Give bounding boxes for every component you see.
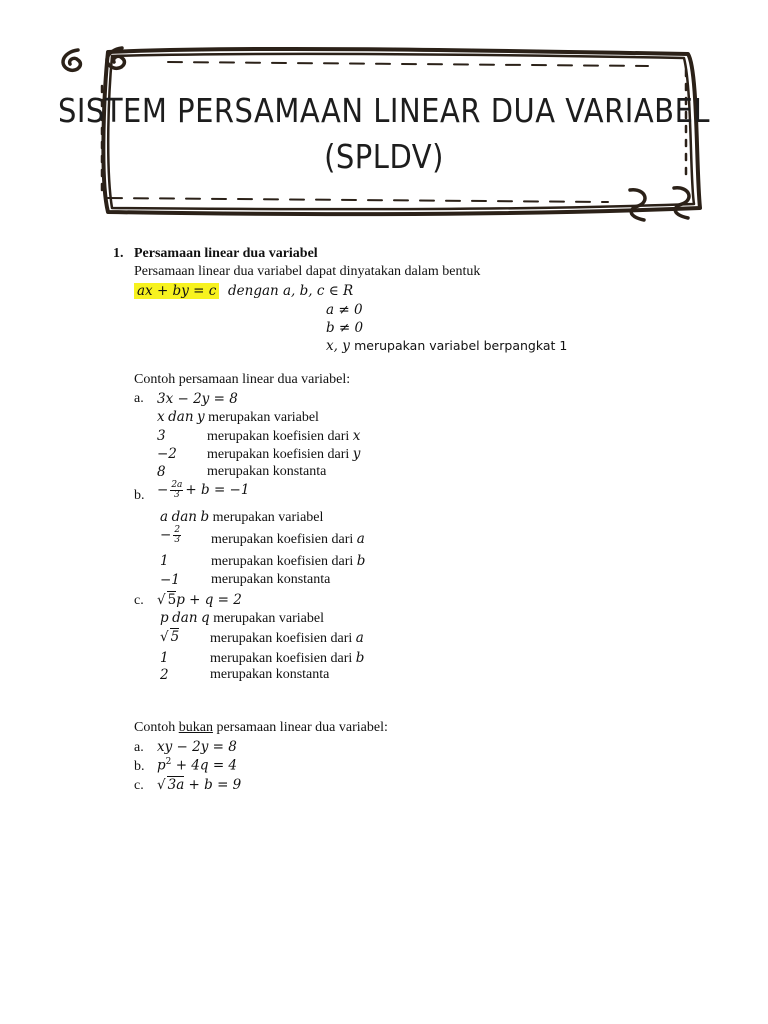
example-b-desc-1: merupakan koefisien dari a <box>211 531 365 547</box>
section-intro: Persamaan linear dua variabel dapat dinyatakan dalam bentuk <box>134 264 481 279</box>
section-number: 1. <box>113 246 124 261</box>
examples-heading: Contoh persamaan linear dua variabel: <box>134 372 351 387</box>
page-title-line2: (SPLDV) <box>324 137 444 177</box>
non-example-c-equation: √ 3a + b = 9 <box>157 777 242 793</box>
general-form: ax + by = c <box>134 283 219 299</box>
open-quote-icon <box>63 48 124 70</box>
example-c-vars: p dan q merupakan variabel <box>160 610 324 626</box>
non-example-a-equation: xy − 2y = 8 <box>157 739 237 755</box>
example-a-term-1: 3 <box>157 428 166 444</box>
page-title-line1: SISTEM PERSAMAAN LINEAR DUA VARIABEL <box>57 91 711 131</box>
example-b-desc-3: merupakan konstanta <box>211 572 331 587</box>
example-c-term-2: 1 <box>160 650 169 666</box>
condition-a: a ≠ 0 <box>326 302 363 318</box>
non-examples-heading: Contoh bukan persamaan linear dua variabel: <box>134 720 388 735</box>
example-c-term-3: 2 <box>160 667 169 683</box>
example-a-label: a. <box>134 391 144 406</box>
non-example-c-label: c. <box>134 778 144 793</box>
example-b-term-2: 1 <box>160 553 169 569</box>
example-b-desc-2: merupakan koefisien dari b <box>211 553 366 569</box>
example-a-desc-1: merupakan koefisien dari x <box>207 428 361 444</box>
example-c-equation: √ 5p + q = 2 <box>157 592 242 608</box>
example-b-vars: a dan b merupakan variabel <box>160 509 324 525</box>
condition-xy: x, y merupakan variabel berpangkat 1 <box>326 338 568 354</box>
example-a-desc-3: merupakan konstanta <box>207 464 327 479</box>
example-c-desc-3: merupakan konstanta <box>210 667 330 682</box>
example-b-label: b. <box>134 488 145 503</box>
example-a-term-2: −2 <box>157 446 177 462</box>
example-b-term-3: −1 <box>160 572 180 588</box>
example-b-term-1: − $\frac{2}{3}$ <box>160 525 181 545</box>
non-example-b-label: b. <box>134 759 145 774</box>
non-example-b-equation: $p^2 + 4q = 4$ <box>157 757 238 774</box>
section-heading: Persamaan linear dua variabel <box>134 246 318 261</box>
example-a-desc-2: merupakan koefisien dari y <box>207 446 361 462</box>
example-b-equation: − $\frac{2a}{3}$ + b = −1 <box>157 480 250 500</box>
example-a-vars: x dan y merupakan variabel <box>157 409 319 425</box>
example-a-equation: 3x − 2y = 8 <box>157 391 238 407</box>
form-condition: dengan a, b, c ∈ R <box>228 283 354 299</box>
non-example-a-label: a. <box>134 740 144 755</box>
example-c-label: c. <box>134 593 144 608</box>
condition-b: b ≠ 0 <box>326 320 364 336</box>
example-c-desc-1: merupakan koefisien dari a <box>210 630 364 646</box>
example-c-desc-2: merupakan koefisien dari b <box>210 650 365 666</box>
example-a-term-3: 8 <box>157 464 166 480</box>
example-c-term-1: √ 5 <box>160 629 180 645</box>
